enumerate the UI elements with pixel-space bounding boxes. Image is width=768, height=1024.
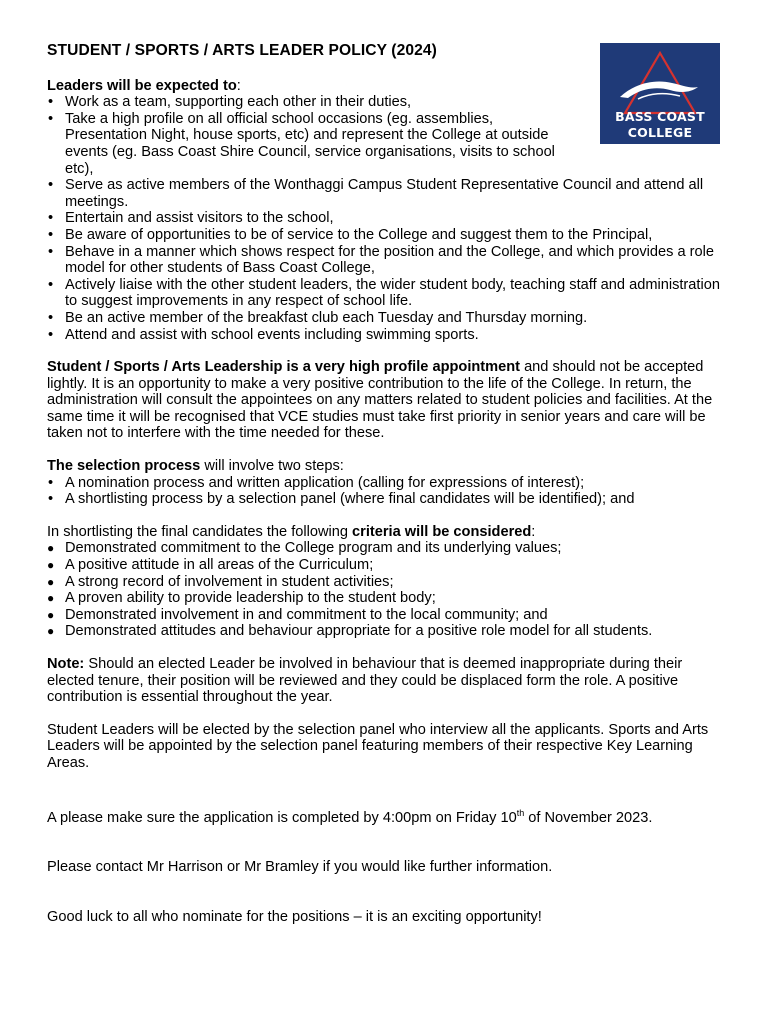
list-item: ● A strong record of involvement in student activities;: [47, 574, 727, 591]
selection-list: [47, 475, 727, 508]
logo-text-line2: COLLEGE: [627, 125, 693, 140]
expected-list: [47, 94, 727, 343]
list-item: • Work as a team, supporting each other in their duties,: [47, 94, 727, 111]
list-item: • Serve as active members of the Wonthaggi Campus Student Representative Council and attend all meetings.: [47, 177, 727, 210]
criteria-list: [47, 540, 727, 640]
policy-body: [47, 43, 727, 925]
list-item: • Attend and assist with school events including swimming sports.: [47, 327, 727, 344]
deadline-paragraph: A please make sure the application is completed by 4:00pm on Friday 10th of November 2023.: [47, 807, 653, 826]
page-title: STUDENT / SPORTS / ARTS LEADER POLICY (2024): [47, 42, 437, 59]
logo-text-line1: BASS COAST: [615, 109, 705, 124]
list-item: ● Demonstrated commitment to the College program and its underlying values;: [47, 540, 727, 557]
selection-heading: The selection process will involve two steps:: [47, 458, 344, 475]
list-item: ● Demonstrated attitudes and behaviour appropriate for a positive role model for all students.: [47, 623, 727, 640]
profile-paragraph: Student / Sports / Arts Leadership is a very high profile appointment and should not be accepted lightly. It is an opportunity to make a very positive contribution to the life of the College. In return, the administration will consult the appointees on any matters related to student policies and facilities. At the same time it will be recognised that VCE studies must take first priority in senior years and care will be taken not to interfere with the time needed for these.: [47, 359, 713, 442]
expected-heading: Leaders will be expected to:: [47, 77, 241, 94]
list-item: • Entertain and assist visitors to the school,: [47, 210, 727, 227]
list-item: ● A positive attitude in all areas of the Curriculum;: [47, 557, 727, 574]
contact-paragraph: Please contact Mr Harrison or Mr Bramley if you would like further information.: [47, 859, 553, 876]
list-item: • Be aware of opportunities to be of service to the College and suggest them to the Principal,: [47, 227, 727, 244]
list-item: • A nomination process and written application (calling for expressions of interest);: [47, 475, 727, 492]
list-item: ● A proven ability to provide leadership to the student body;: [47, 590, 727, 607]
criteria-heading: In shortlisting the final candidates the following criteria will be considered:: [47, 523, 536, 540]
list-item: • Be an active member of the breakfast club each Tuesday and Thursday morning.: [47, 310, 727, 327]
election-paragraph: Student Leaders will be elected by the selection panel who interview all the applicants. Sports and Arts Leaders will be appointed by the selection panel featuring members of their respective Key Learning Areas.: [47, 721, 709, 771]
list-item: ● Demonstrated involvement in and commitment to the local community; and: [47, 607, 727, 624]
list-item: • Actively liaise with the other student leaders, the wider student body, teaching staff and administration to suggest improvements in any respect of school life.: [47, 277, 727, 310]
closing-paragraph: Good luck to all who nominate for the positions – it is an exciting opportunity!: [47, 908, 542, 925]
list-item: • Behave in a manner which shows respect for the position and the College, and which provides a role model for other students of Bass Coast College,: [47, 244, 727, 277]
note-paragraph: Note: Should an elected Leader be involved in behaviour that is deemed inappropriate during their elected tenure, their position will be reviewed and they could be displaced form the role. A positive contribution is essential throughout the year.: [47, 656, 683, 706]
list-item: • A shortlisting process by a selection panel (where final candidates will be identified); and: [47, 491, 727, 508]
list-item: • Take a high profile on all official school occasions (eg. assemblies, Presentation Night, house sports, etc) and represent the College at outside events (eg. Bass Coast Shire Council, service organisations, visits to school etc),: [47, 111, 727, 177]
